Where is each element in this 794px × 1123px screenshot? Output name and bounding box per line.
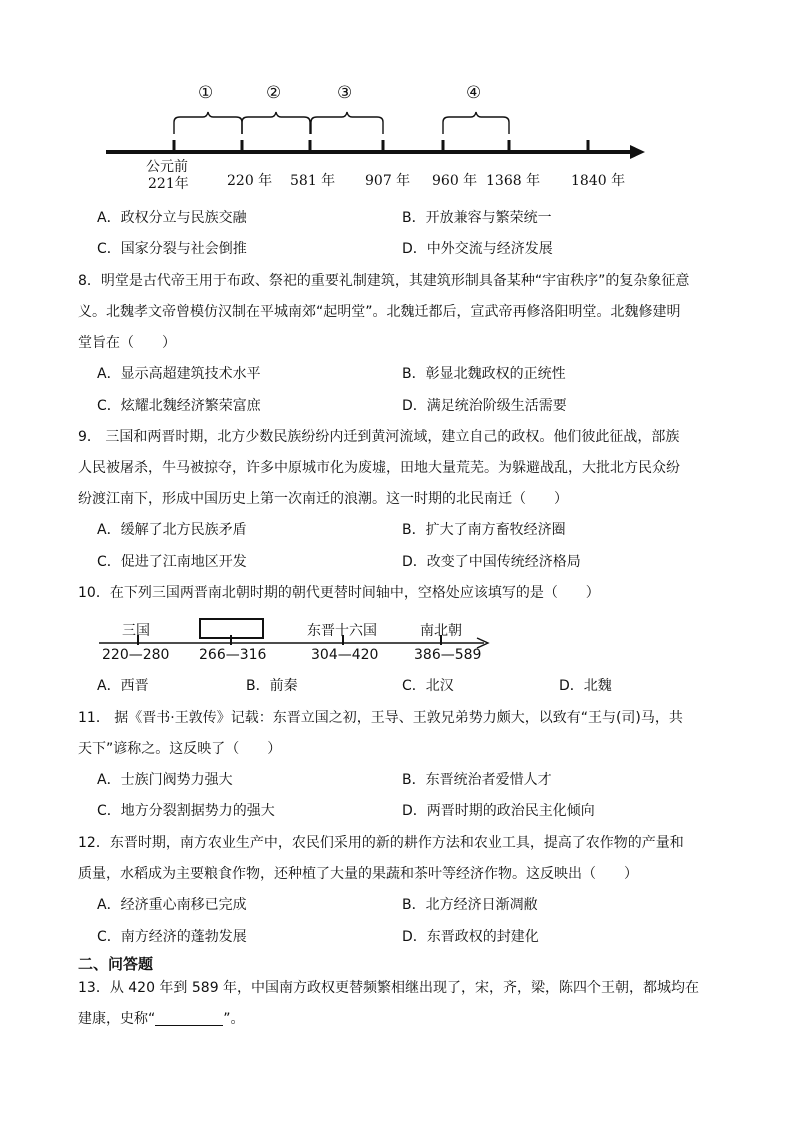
q9-option-c[interactable]: C．促进了江南地区开发 (97, 554, 247, 570)
q11-stem-line1: 11． 据《晋书·王敦传》记载：东晋立国之初，王导、王敦兄弟势力颇大，以致有“王与(司)马，共 (78, 710, 683, 726)
q10-range-3: 304—420 (311, 647, 379, 663)
q9-stem-line2: 人民被屠杀，牛马被掠夺，许多中原城市化为废墟，田地大量荒芜。为躲避战乱，大批北方民众纷 (78, 460, 680, 476)
q12-option-c[interactable]: C．南方经济的蓬勃发展 (97, 929, 247, 945)
q10-range-2: 266—316 (199, 647, 267, 663)
q10-option-a[interactable]: A．西晋 (97, 678, 149, 694)
q12-option-b[interactable]: B．北方经济日渐凋敝 (402, 897, 538, 913)
q9-option-b[interactable]: B．扩大了南方畜牧经济圈 (402, 522, 566, 538)
q8-stem-line1: 8．明堂是古代帝王用于布政、祭祀的重要礼制建筑，其建筑形制具备某种“宇宙秩序”的复杂象征意 (78, 273, 690, 289)
tick-label-1840: 1840 年 (571, 173, 626, 189)
q7-option-a[interactable]: A．政权分立与民族交融 (97, 210, 247, 226)
q10-stem: 10．在下列三国两晋南北朝时期的朝代更替时间轴中，空格处应该填写的是（ ） (78, 585, 600, 601)
brace-4 (443, 112, 509, 134)
q7-option-d[interactable]: D．中外交流与经济发展 (402, 241, 553, 257)
q13-text-before-blank: 建康，史称“ (78, 1011, 156, 1027)
q10-range-1: 220—280 (102, 647, 170, 663)
q8-stem-line3: 堂旨在（ ） (78, 335, 176, 351)
timeline-arrowhead (630, 145, 645, 159)
tick-label-221bc-line2: 221年 (148, 176, 189, 192)
q13-stem-line1: 13．从 420 年到 589 年，中国南方政权更替频繁相继出现了，宋，齐，梁，陈四个王朝，都城均在 (78, 980, 700, 996)
q12-stem-line1: 12．东晋时期，南方农业生产中，农民们采用的新的耕作方法和农业工具，提高了农作物的产量和 (78, 835, 684, 851)
marker-4: ④ (466, 83, 482, 103)
q11-option-c[interactable]: C．地方分裂割据势力的强大 (97, 803, 275, 819)
q13-answer-blank[interactable] (155, 1011, 223, 1026)
q12-option-d[interactable]: D．东晋政权的封建化 (402, 929, 539, 945)
q11-option-a[interactable]: A．士族门阀势力强大 (97, 772, 233, 788)
q10-option-b[interactable]: B．前秦 (246, 678, 298, 694)
q8-option-a[interactable]: A．显示高超建筑技术水平 (97, 366, 261, 382)
brace-1 (174, 112, 242, 134)
tick-label-581: 581 年 (290, 173, 336, 189)
brace-3 (311, 112, 383, 134)
marker-1: ① (198, 83, 214, 103)
q8-option-c[interactable]: C．炫耀北魏经济繁荣富庶 (97, 398, 261, 414)
q10-label-sanguo: 三国 (122, 623, 150, 639)
q11-stem-line2: 天下”谚称之。这反映了（ ） (78, 741, 282, 757)
q13-stem-line2 (78, 1008, 245, 1028)
q9-option-d[interactable]: D．改变了中国传统经济格局 (402, 554, 581, 570)
q12-stem-line2: 质量，水稻成为主要粮食作物，还种植了大量的果蔬和茶叶等经济作物。这反映出（ ） (78, 866, 638, 882)
q10-label-dongjin: 东晋十六国 (307, 623, 377, 639)
q10-label-nanbeichao: 南北朝 (420, 623, 462, 639)
q9-option-a[interactable]: A．缓解了北方民族矛盾 (97, 522, 247, 538)
q8-option-d[interactable]: D．满足统治阶级生活需要 (402, 398, 567, 414)
q9-stem-line3: 纷渡江南下，形成中国历史上第一次南迁的浪潮。这一时期的北民南迁（ ） (78, 491, 568, 507)
tick-label-960: 960 年 (432, 173, 478, 189)
q7-option-b[interactable]: B．开放兼容与繁荣统一 (402, 210, 552, 226)
tick-label-1368: 1368 年 (486, 173, 541, 189)
tick-label-907: 907 年 (365, 173, 411, 189)
brace-2 (242, 112, 310, 134)
q12-option-a[interactable]: A．经济重心南移已完成 (97, 897, 247, 913)
q10-range-4: 386—589 (414, 647, 482, 663)
marker-2: ② (266, 83, 282, 103)
q13-text-after-blank: ”。 (223, 1011, 245, 1027)
marker-3: ③ (337, 83, 353, 103)
q8-option-b[interactable]: B．彰显北魏政权的正统性 (402, 366, 566, 382)
tick-label-221bc-line1: 公元前 (146, 159, 188, 175)
q7-option-c[interactable]: C．国家分裂与社会倒推 (97, 241, 247, 257)
tick-label-220: 220 年 (227, 173, 273, 189)
q10-option-c[interactable]: C．北汉 (402, 678, 454, 694)
q8-stem-line2: 义。北魏孝文帝曾模仿汉制在平城南郊“起明堂”。北魏迁都后，宣武帝再修洛阳明堂。北魏修建明 (78, 304, 681, 320)
q10-option-d[interactable]: D．北魏 (559, 678, 612, 694)
section-heading-qa: 二、问答题 (78, 955, 154, 973)
q11-option-d[interactable]: D．两晋时期的政治民主化倾向 (402, 803, 595, 819)
q9-stem-line1: 9． 三国和两晋时期，北方少数民族纷纷内迁到黄河流域，建立自己的政权。他们彼此征战，部族 (78, 429, 680, 445)
q11-option-b[interactable]: B．东晋统治者爱惜人才 (402, 772, 552, 788)
